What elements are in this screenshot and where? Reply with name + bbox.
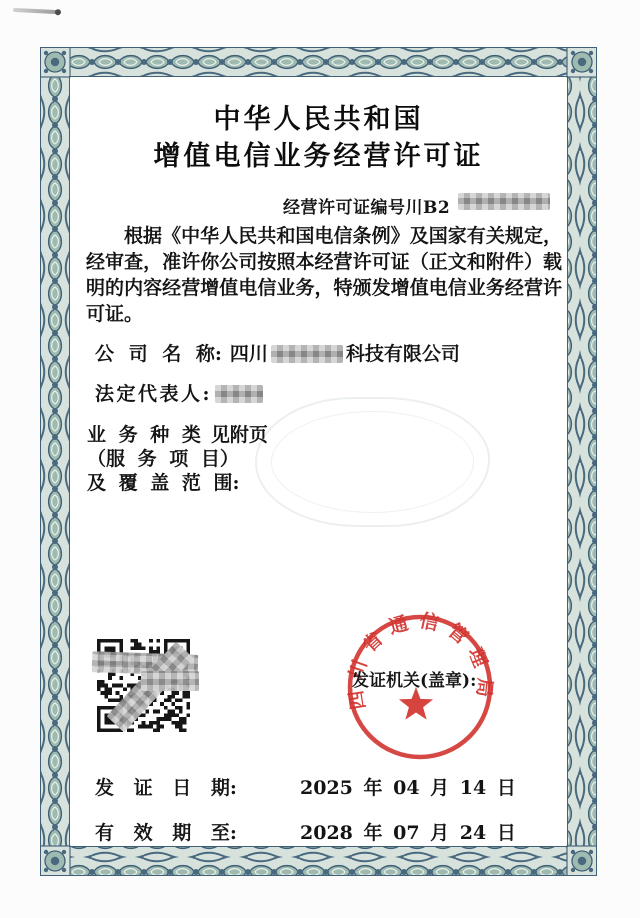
license-number-label: 经营许可证编号川B2	[283, 198, 451, 218]
issuer-label: 发证机关(盖章):	[352, 671, 477, 691]
issue-date-row	[95, 773, 516, 800]
body-paragraph: 根据《中华人民共和国电信条例》及国家有关规定，经审查，准许你公司按照本经营许可证（正文和附件）载明的内容经营增值电信业务，特颁发增值电信业务经营许可证。	[86, 225, 562, 325]
company-name-label: 公 司 名 称:	[95, 343, 222, 365]
watermark-rosette	[255, 397, 490, 527]
issue-date-label: 发 证 日 期:	[95, 777, 237, 799]
expiry-date-value: 2028 年 07 月 24 日	[300, 822, 516, 844]
business-scope-block	[87, 423, 268, 495]
issue-date-value: 2025 年 04 月 14 日	[300, 777, 516, 799]
service-items-label: （服 务 项 目）	[87, 448, 239, 470]
qr-code-block	[97, 639, 190, 734]
seal-text: 四川省通信管理局	[343, 609, 496, 712]
business-type-label: 业 务 种 类	[87, 424, 201, 446]
license-number-line	[283, 193, 450, 218]
title-line1: 中华人民共和国	[213, 104, 424, 135]
title-line2: 增值电信业务经营许可证	[153, 141, 484, 172]
redacted-qr-patch	[141, 671, 199, 691]
coverage-label: 及 覆 盖 范 围:	[87, 472, 240, 494]
redacted-license-number	[458, 193, 550, 210]
redacted-company-name	[271, 345, 343, 363]
legal-rep-label: 法定代表人:	[95, 383, 213, 405]
expiry-date-label: 有 效 期 至:	[95, 822, 237, 844]
company-name-row	[95, 339, 460, 366]
expiry-date-row	[95, 818, 516, 845]
certificate	[40, 47, 597, 876]
svg-text:四川省通信管理局	[344, 609, 496, 711]
business-type-value: 见附页	[210, 424, 268, 446]
seal-star-icon	[399, 687, 433, 720]
scan-artifact-line	[13, 8, 57, 14]
redacted-legal-rep-name	[215, 385, 263, 403]
company-name-prefix: 四川	[229, 343, 268, 365]
legal-rep-row	[95, 379, 266, 406]
company-name-suffix: 科技有限公司	[345, 343, 460, 365]
